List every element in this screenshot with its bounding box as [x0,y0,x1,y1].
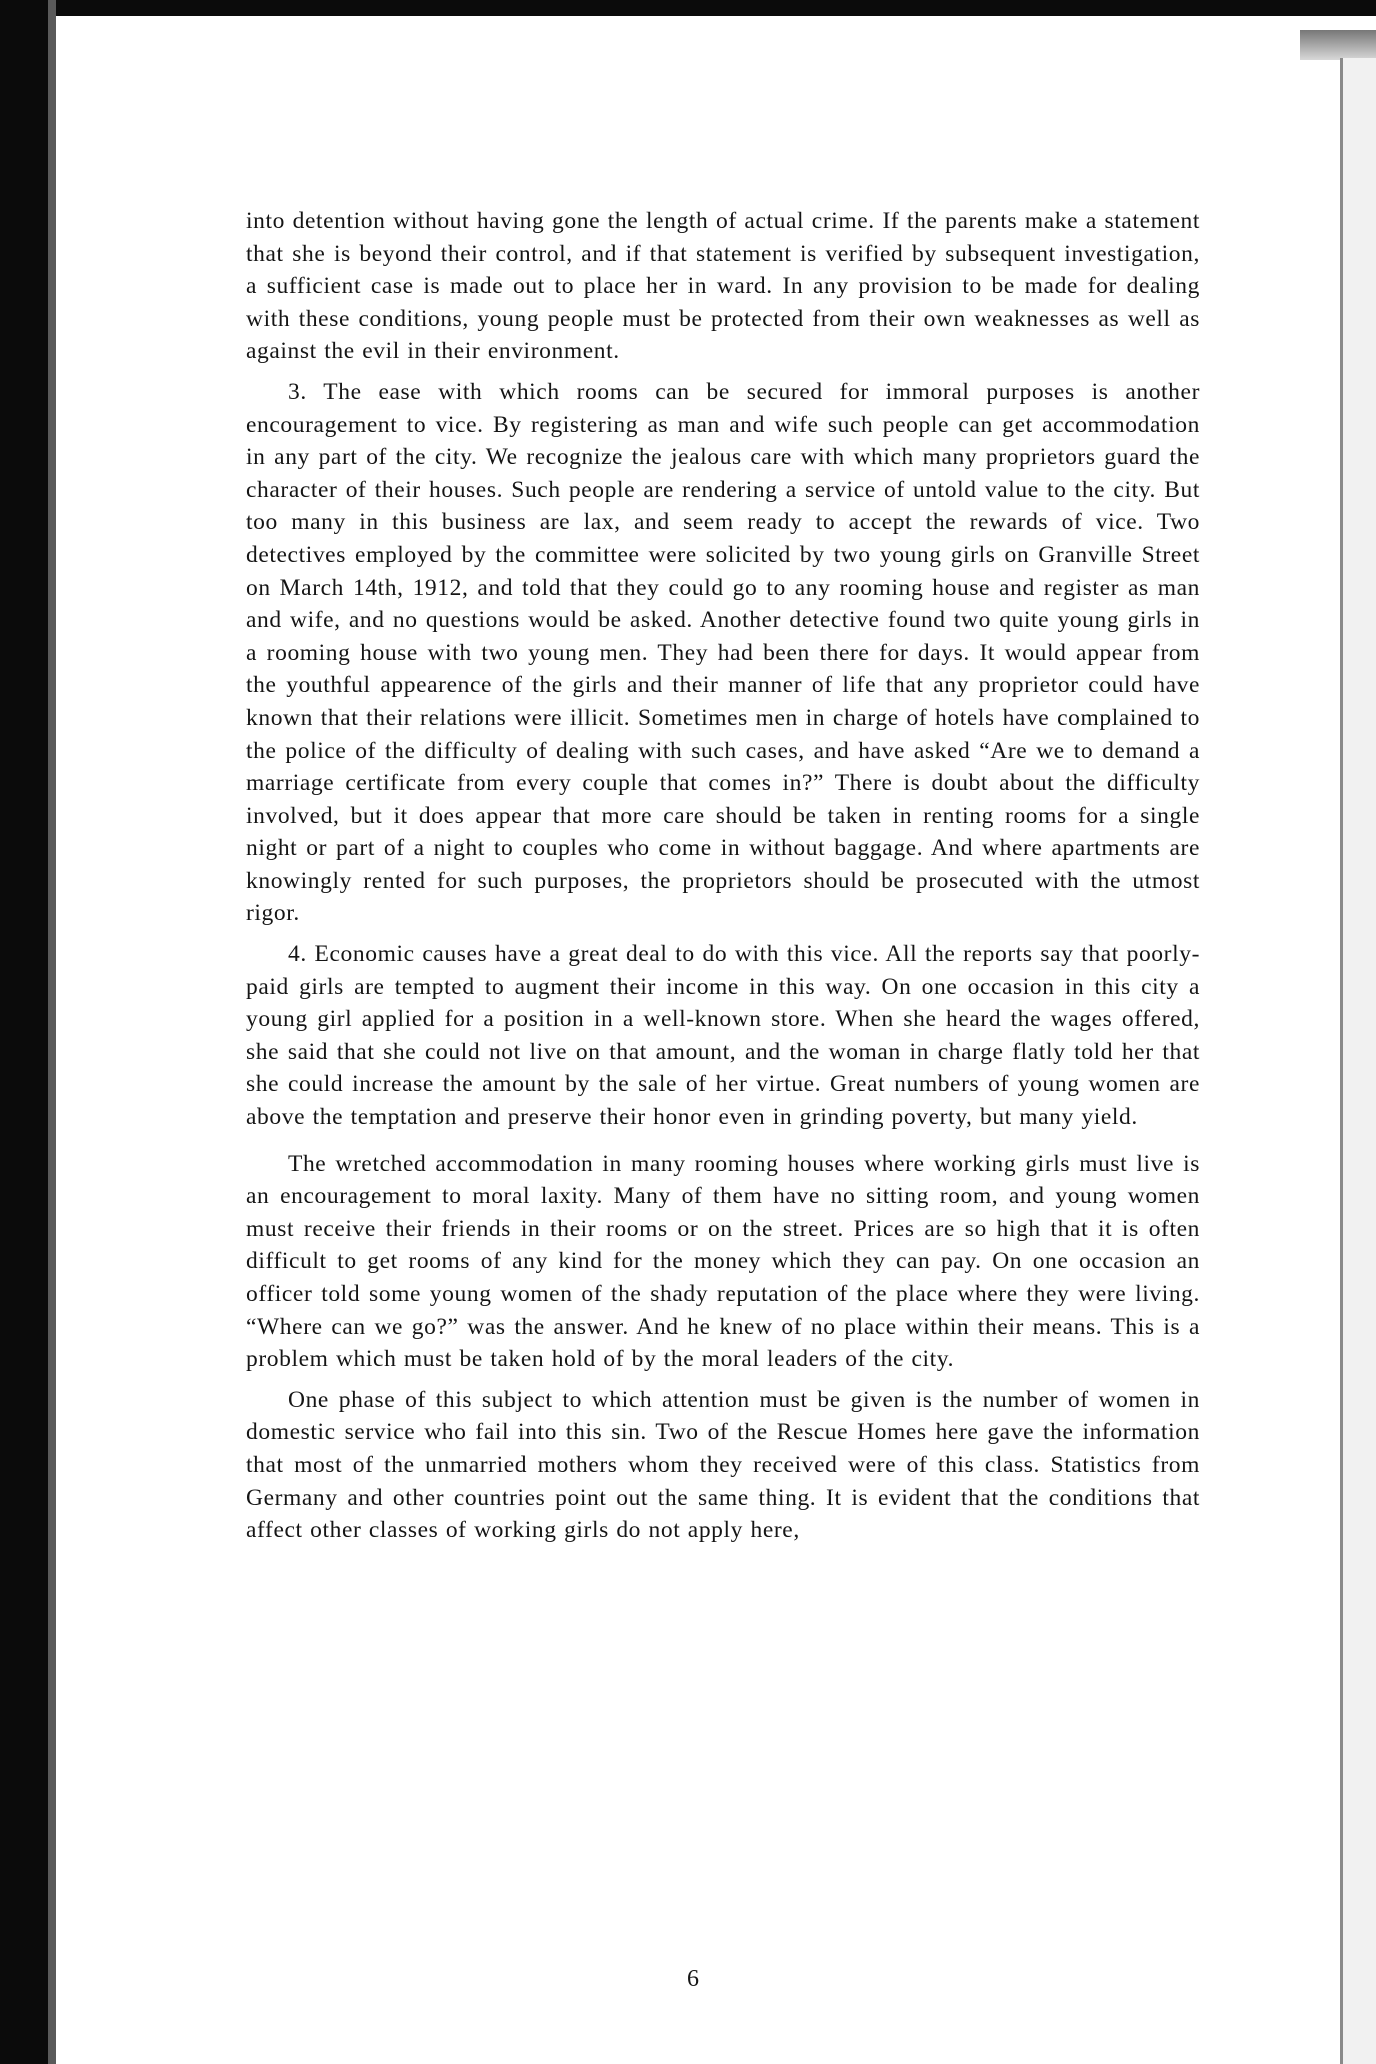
scan-left-border-shadow [48,0,56,2064]
scan-right-margin [1343,58,1376,2064]
paragraph-domestic-service: One phase of this subject to which attention must be given is the number of women in domestic service who fail into this sin. Two of the Rescue Homes here gave the information that most of the unmarried mothers whom they received were of this class. Statistics from Germany and other countries point out the same thing. It is evident that the conditions that affect other classes of working girls do not apply here, [246,1386,1200,1544]
paragraph-continuation: into detention without having gone the length of actual crime. If the parents make a statement that she is beyond their control, and if that statement is verified by subsequent investigation, a sufficient case is made out to place her in ward. In any provision to be made for dealing with these conditions, young people must be protected from their own weaknesses as well as against the evil in their environment. [246,208,1200,365]
body-text [246,205,1200,1547]
scan-right-corner-shadow [1300,30,1376,60]
scan-top-border [0,0,1376,16]
paragraph-accommodation: The wretched accommodation in many rooming houses where working girls must live is an encouragement to moral laxity. Many of them have no sitting room, and young women must receive their friends in their rooms or on the street. Prices are so high that it is often difficult to get rooms of any kind for the money which they can pay. On one occasion an officer told some young women of the shady reputation of the place where they were living. “Where can we go?” was the answer. And he knew of no place within their means. This is a problem which must be taken hold of by the moral leaders of the city. [246,1150,1200,1373]
page-number: 6 [687,1966,699,1992]
paragraph-economic-causes: 4. Economic causes have a great deal to do with this vice. All the reports say that poorly-paid girls are tempted to augment their income in this way. On one occasion in this city a young girl applied for a position in a well-known store. When she heard the wages offered, she said that she could not live on that amount, and the woman in charge flatly told her that she could increase the amount by the sale of her virtue. Great numbers of young women are above the temptation and preserve their honor even in grinding poverty, but many yield. [246,941,1200,1131]
scan-left-border [0,0,48,2064]
paragraph-rooms: 3. The ease with which rooms can be secured for immoral purposes is another encouragement to vice. By registering as man and wife such people can get accommodation in any part of the city. We recognize the jealous care with which many proprietors guard the character of their houses. Such people are rendering a service of untold value to the city. But too many in this business are lax, and seem ready to accept the rewards of vice. Two detectives employed by the committee were solicited by two young girls on Granville Street on March 14th, 1912, and told that they could go to any rooming house and register as man and wife, and no questions would be asked. Another detective found two quite young girls in a rooming house with two young men. They had been there for days. It would appear from the youthful appearence of the girls and their manner of life that any proprietor could have known that their relations were illicit. Sometimes men in charge of hotels have complained to the police of the difficulty of dealing with such cases, and have asked “Are we to demand a marriage certificate from every couple that comes in?” There is doubt about the difficulty involved, but it does appear that more care should be taken in renting rooms for a single night or part of a night to couples who come in without baggage. And where apartments are knowingly rented for such purposes, the proprietors should be prosecuted with the utmost rigor. [246,378,1200,927]
